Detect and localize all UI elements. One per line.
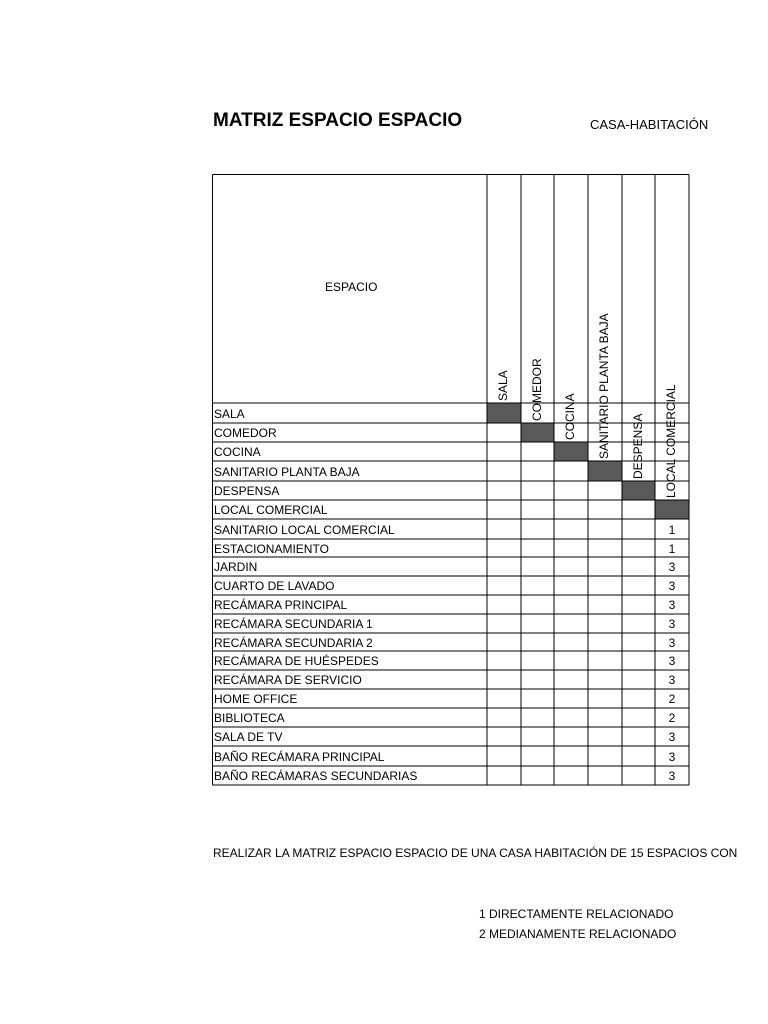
relation-value: 3: [668, 769, 676, 783]
relation-value: 3: [668, 750, 676, 764]
row-label: BAÑO RECÁMARA PRINCIPAL: [214, 750, 385, 764]
row-label: SALA: [214, 407, 245, 421]
relation-value: 3: [668, 730, 676, 744]
relation-value: 3: [668, 673, 676, 687]
column-header: COMEDOR: [530, 358, 544, 421]
matrix-corner-label: ESPACIO: [325, 280, 378, 294]
relation-value: 2: [668, 692, 676, 706]
row-label: ESTACIONAMIENTO: [214, 542, 329, 556]
legend: [479, 904, 676, 944]
legend-item-2: 2 MEDIANAMENTE RELACIONADO: [479, 927, 677, 941]
row-label: DESPENSA: [214, 484, 280, 498]
row-label: COCINA: [214, 445, 261, 459]
relation-value: 3: [668, 636, 676, 650]
page-title: MATRIZ ESPACIO ESPACIO: [213, 110, 463, 131]
row-label: SANITARIO PLANTA BAJA: [214, 465, 360, 479]
relation-value: 3: [668, 598, 676, 612]
row-label: SANITARIO LOCAL COMERCIAL: [214, 523, 395, 537]
relation-value: 3: [668, 579, 676, 593]
legend-item-1: 1 DIRECTAMENTE RELACIONADO: [479, 907, 674, 921]
row-label: RECÁMARA SECUNDARIA 1: [214, 617, 373, 631]
column-header: SANITARIO PLANTA BAJA: [597, 313, 611, 459]
diagonal-cell: [487, 403, 521, 423]
row-label: LOCAL COMERCIAL: [214, 503, 328, 517]
diagonal-cell: [554, 442, 588, 461]
row-label: COMEDOR: [214, 426, 277, 440]
row-label: BIBLIOTECA: [214, 711, 285, 725]
relation-value: 3: [668, 617, 676, 631]
row-label: RECÁMARA PRINCIPAL: [214, 598, 348, 612]
row-label: CUARTO DE LAVADO: [214, 579, 335, 593]
relation-value: 3: [668, 654, 676, 668]
row-label: JARDIN: [214, 560, 258, 574]
diagonal-cell: [588, 461, 622, 481]
space-matrix: [212, 174, 692, 786]
relation-value: 1: [668, 542, 676, 556]
diagonal-cell: [655, 500, 689, 519]
diagonal-cell: [622, 481, 655, 500]
relation-value: 1: [668, 523, 676, 537]
row-label: SALA DE TV: [214, 730, 283, 744]
page-subtitle: CASA-HABITACIÓN: [590, 117, 709, 132]
diagonal-cell: [521, 423, 554, 442]
row-label: RECÁMARA SECUNDARIA 2: [214, 636, 373, 650]
row-label: HOME OFFICE: [214, 692, 298, 706]
column-header: LOCAL COMERCIAL: [664, 384, 678, 498]
column-header: DESPENSA: [631, 413, 645, 479]
instruction-text: REALIZAR LA MATRIZ ESPACIO ESPACIO DE UNA CASA HABITACIÓN DE 15 ESPACIOS CON: [213, 846, 738, 860]
relation-value: 3: [668, 560, 676, 574]
relation-value: 2: [668, 711, 676, 725]
column-header: SALA: [496, 370, 510, 401]
column-header: COCINA: [563, 393, 577, 440]
row-label: RECÁMARA DE HUÉSPEDES: [214, 654, 379, 668]
row-label: BAÑO RECÁMARAS SECUNDARIAS: [214, 769, 418, 783]
row-label: RECÁMARA DE SERVICIO: [214, 673, 362, 687]
